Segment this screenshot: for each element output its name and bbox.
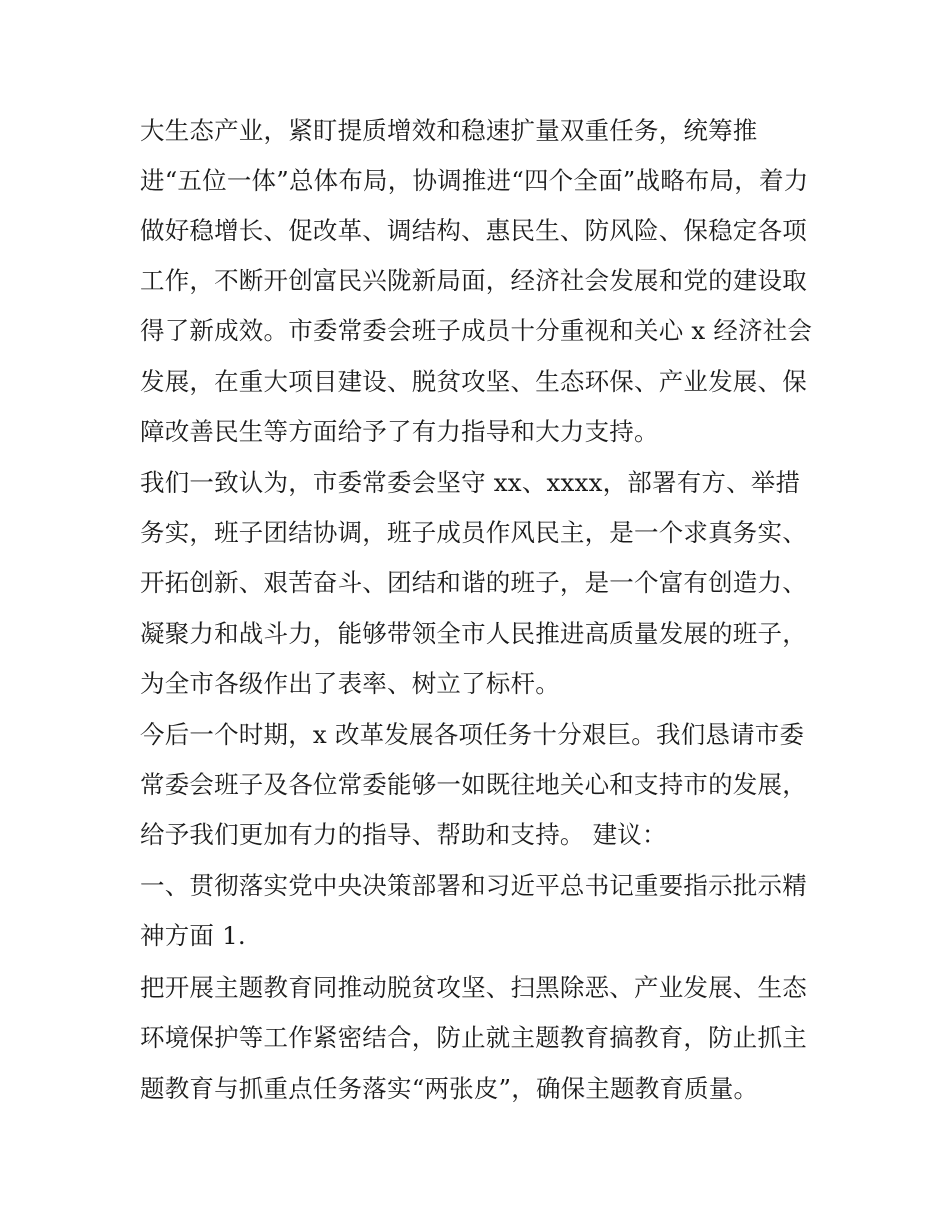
text-line: 常委会班子及各位常委能够一如既往地关心和支持市的发展， — [140, 770, 807, 799]
text-line: 为全市各级作出了表率、树立了标杆。 — [140, 669, 560, 698]
text-line: 障改善民生等方面给予了有力指导和大力支持。 — [140, 417, 659, 446]
text-line: 工作，不断开创富民兴陇新局面，经济社会发展和党的建设取 — [140, 266, 807, 295]
text-line: 一、贯彻落实党中央决策部署和习近平总书记重要指示批示精 — [140, 871, 807, 900]
text-line: 今后一个时期，x 改革发展各项任务十分艰巨。我们恳请市委 — [140, 720, 805, 749]
text-line: 题教育与抓重点任务落实“两张皮”，确保主题教育质量。 — [140, 1074, 759, 1103]
text-line: 开拓创新、艰苦奋斗、团结和谐的班子，是一个富有创造力、 — [140, 568, 807, 597]
text-line: 做好稳增长、促改革、调结构、惠民生、防风险、保稳定各项 — [140, 216, 807, 245]
text-line: 得了新成效。市委常委会班子成员十分重视和关心 x 经济社会 — [140, 316, 813, 345]
text-line: 把开展主题教育同推动脱贫攻坚、扫黑除恶、产业发展、生态 — [140, 973, 807, 1002]
text-line: 我们一致认为，市委常委会坚守 xx、xxxx，部署有方、举措 — [140, 468, 801, 497]
text-line: 进“五位一体”总体布局，协调推进“四个全面”战略布局，着力 — [140, 166, 809, 195]
text-line: 发展，在重大项目建设、脱贫攻坚、生态环保、产业发展、保 — [140, 367, 807, 396]
text-line: 务实，班子团结协调，班子成员作风民主，是一个求真务实、 — [140, 518, 807, 547]
text-line: 环境保护等工作紧密结合，防止就主题教育搞教育，防止抓主 — [140, 1023, 807, 1052]
text-line: 给予我们更加有力的指导、帮助和支持。 建议： — [140, 820, 667, 849]
text-line: 大生态产业，紧盯提质增效和稳速扩量双重任务，统筹推 — [140, 116, 758, 145]
text-line: 凝聚力和战斗力，能够带领全市人民推进高质量发展的班子， — [140, 619, 807, 648]
text-line: 神方面 1. — [140, 921, 246, 950]
